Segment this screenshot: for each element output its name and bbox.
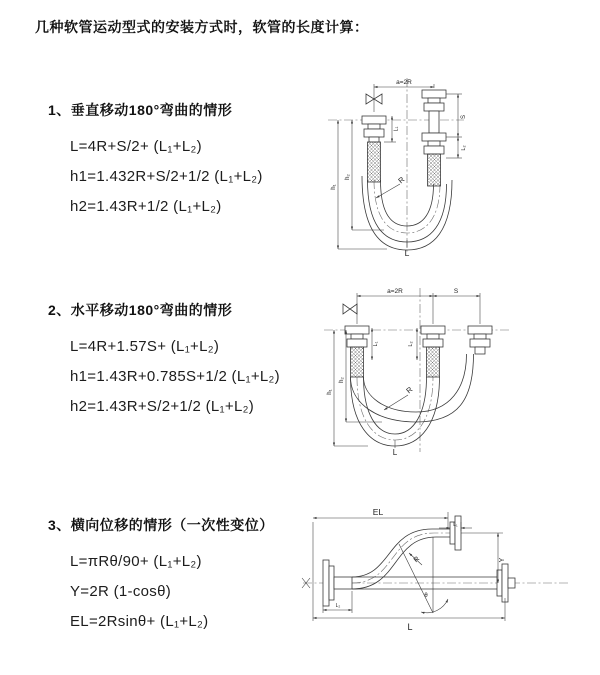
- formula-line: h1=1.432R+S/2+1/2 (L₁+L₂): [70, 168, 263, 185]
- dim-label-length: L: [407, 622, 413, 632]
- dim-label-radius: R: [412, 555, 422, 565]
- section-1-formulas: [70, 132, 263, 222]
- dim-label-s: S: [453, 288, 459, 295]
- dim-label-h2: h₂: [339, 377, 345, 383]
- dim-label-h1: h₁: [327, 389, 333, 395]
- middle-fitting: [421, 326, 445, 377]
- dimensions: [313, 507, 506, 632]
- dim-label-l2: L₂: [408, 341, 414, 347]
- section-1-heading: 1、垂直移动180°弯曲的情形: [48, 102, 233, 118]
- braid-section: [428, 154, 441, 186]
- dim-label-l1: L₁: [393, 126, 400, 132]
- dim-label-l2: L₂: [335, 603, 341, 609]
- formula-line: L=4R+1.57S+ (L₁+L₂): [70, 338, 220, 355]
- section-3-heading: 3、横向位移的情形（一次性变位）: [48, 517, 274, 533]
- dimensions: [331, 79, 467, 257]
- braid-section: [351, 347, 364, 377]
- dim-label-length: L: [392, 448, 398, 457]
- formula-line: h2=1.43R+S/2+1/2 (L₁+L₂): [70, 398, 255, 415]
- left-fitting: [362, 116, 386, 182]
- right-fitting: [468, 326, 492, 354]
- formula-line: h1=1.43R+0.785S+1/2 (L₁+L₂): [70, 368, 280, 385]
- section-lateral-displacement: [48, 515, 274, 637]
- valve-icon: [343, 304, 357, 314]
- dim-label-a2r: a=2R: [396, 79, 412, 86]
- diagram-lateral-displacement: [298, 498, 578, 648]
- dim-label-length: L: [404, 248, 410, 257]
- section-2-heading: 2、水平移动180°弯曲的情形: [48, 302, 233, 318]
- displaced-hose: [352, 529, 450, 589]
- section-vertical-180: [48, 100, 263, 222]
- dim-label-h2: h₂: [345, 174, 351, 180]
- left-fitting: [345, 326, 369, 377]
- right-fitting: [422, 90, 446, 186]
- dim-label-h1: h₁: [331, 184, 337, 190]
- page-title: 几种软管运动型式的安装方式时，软管的长度计算：: [35, 19, 369, 35]
- diagram-vertical-180: [312, 72, 572, 257]
- formula-line: Y=2R (1-cosθ): [70, 583, 172, 600]
- dim-label-radius: R: [404, 384, 415, 396]
- dim-label-a2r: a=2R: [387, 288, 403, 295]
- formula-line: h2=1.43R+1/2 (L₁+L₂): [70, 198, 222, 215]
- dim-label-y: Y: [499, 557, 506, 563]
- right-flange: [497, 564, 515, 602]
- dim-label-l1: L₁: [373, 341, 379, 347]
- section-3-formulas: [70, 547, 274, 637]
- braid-section: [368, 142, 381, 182]
- braid-section: [427, 347, 440, 377]
- angle-construction: [399, 537, 448, 613]
- section-horizontal-180: [48, 300, 280, 422]
- dim-label-el: EL: [372, 507, 384, 517]
- left-flange: [323, 560, 352, 606]
- dim-label-l1: L₁: [453, 522, 458, 528]
- formula-line: L=πRθ/90+ (L₁+L₂): [70, 553, 202, 570]
- dim-label-theta: θ: [424, 593, 428, 599]
- diagram-horizontal-180: [310, 282, 580, 457]
- dim-label-radius: R: [396, 174, 407, 186]
- dim-label-l2: L₂: [461, 145, 467, 151]
- dimensions: [327, 288, 480, 457]
- formula-line: EL=2Rsinθ+ (L₁+L₂): [70, 613, 209, 630]
- dim-label-s: S: [461, 114, 467, 120]
- section-2-formulas: [70, 332, 280, 422]
- formula-line: L=4R+S/2+ (L₁+L₂): [70, 138, 202, 155]
